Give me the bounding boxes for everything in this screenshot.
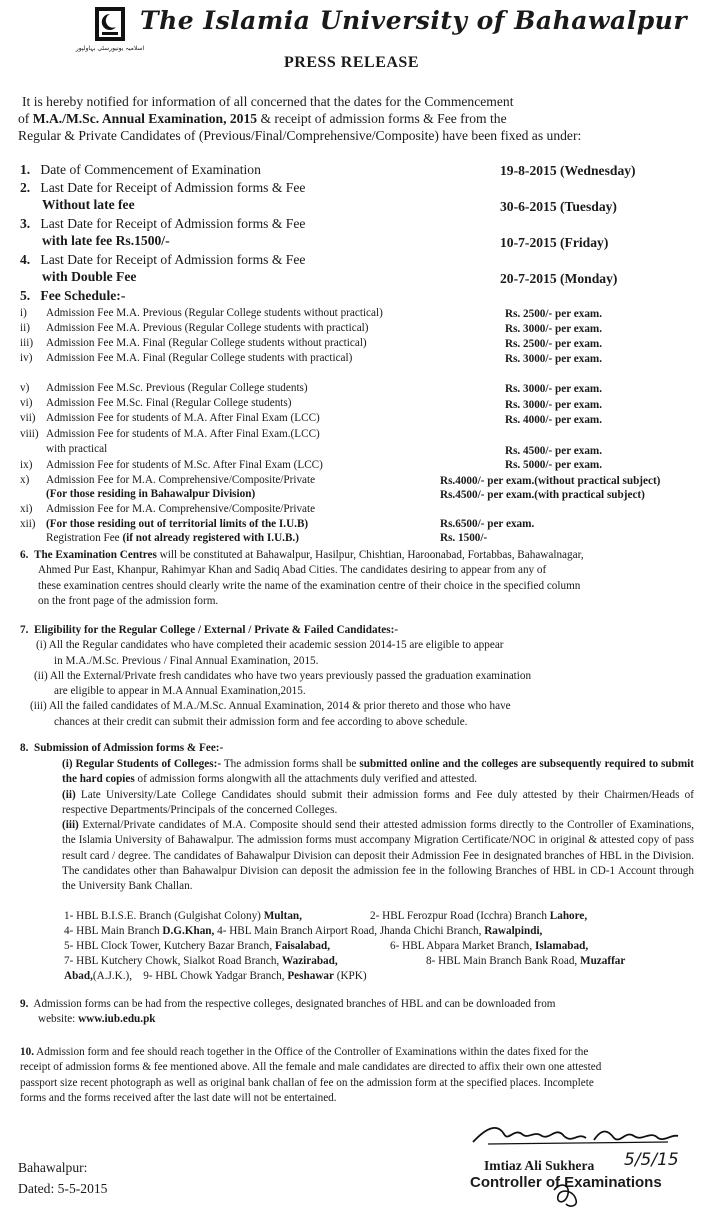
hbl-branches-line-3b: 6- HBL Abpara Market Branch, Islamabad, bbox=[390, 940, 589, 952]
initials-mark bbox=[546, 1180, 586, 1210]
press-release-heading: PRESS RELEASE bbox=[284, 54, 419, 71]
signatory-designation: Controller of Examinations bbox=[470, 1174, 662, 1191]
date-sub-4: with Double Fee bbox=[42, 269, 137, 284]
fee-value-10b: Rs.4500/- per exam.(with practical subject) bbox=[440, 489, 645, 501]
fee-row-2: ii) Admission Fee M.A. Previous (Regular College students with practical) bbox=[20, 322, 369, 334]
section-10: 10. Admission form and fee should reach together in the Office of the Controller of Examinations within the dates fixed for the receipt of admission forms & fee mentioned above. All the female and male candidates are directed to affix their own one attested passport size recent photograph as well as original bank challan of fee on the admission form at the specified places. Incomplete forms and the forms received after the last date will not be entertained. bbox=[20, 1046, 602, 1104]
fee-sub-10: (For those residing in Bahawalpur Division) bbox=[46, 488, 256, 500]
fee-row-12: xii) (For those residing out of territorial limits of the I.U.B) bbox=[20, 518, 309, 530]
section-8-body: (i) Regular Students of Colleges:- The admission forms shall be submitted online and the colleges are subsequently required to submit the hard copies of admission forms alongwith all the attachments duly verified and attested. (ii) Late University/Late College Candidates should submit their admission forms and Fee duly attested by their Chairmen/Heads of respective Departments/Principals of the concerned Colleges. (iii) External/Private candidates of M.A. Composite should send their attested admission forms directly to the Controller of Examinations, the Islamia University of Bahawalpur. The admission forms must accompany Migration Certificate/NOC in original & attested copy of pass result card / degree. The candidates of Bahawalpur Division can deposit their Admission Fee in designated branches of HBL in the Division. The candidates other than Bahawalpur Division can deposit the admission fee in the following Branches of HBL in CD-1 Account through the University Bank Challan. bbox=[62, 758, 694, 893]
intro-line-2 bbox=[18, 110, 581, 127]
date-item-2: 2. Last Date for Receipt of Admission forms & Fee bbox=[20, 180, 306, 195]
date-item-4: 4. Last Date for Receipt of Admission forms & Fee bbox=[20, 252, 306, 267]
fee-row-9: ix) Admission Fee for students of M.Sc. After Final Exam (LCC) bbox=[20, 459, 323, 471]
intro-line-3: Regular & Private Candidates of (Previous/Final/Comprehensive/Composite) have been fixed as under: bbox=[18, 128, 582, 143]
date-value-4: 20-7-2015 (Monday) bbox=[500, 271, 618, 286]
signatory-name: Imtiaz Ali Sukhera bbox=[484, 1158, 595, 1173]
registration-fee-value: Rs. 1500/- bbox=[440, 532, 488, 544]
fee-row-11: xi) Admission Fee for M.A. Comprehensive/Composite/Private bbox=[20, 503, 316, 515]
hbl-branches-line-3: 5- HBL Clock Tower, Kutchery Bazar Branch, Faisalabad, bbox=[64, 940, 330, 952]
fee-value-5: Rs. 3000/- per exam. bbox=[505, 383, 603, 395]
fee-value-4: Rs. 3000/- per exam. bbox=[505, 353, 603, 365]
section-9: 9. Admission forms can be had from the respective colleges, designated branches of HBL and can be downloaded from website: www.iub.edu.pk bbox=[20, 998, 556, 1026]
hbl-branches-line-5: Abad,(A.J.K.), 9- HBL Chowk Yadgar Branch, Peshawar (KPK) bbox=[64, 970, 367, 982]
hbl-branches-line-4: 7- HBL Kutchery Chowk, Sialkot Road Branch, Wazirabad, bbox=[64, 955, 338, 967]
section-7: 7. Eligibility for the Regular College / External / Private & Failed Candidates:- (i) All the Regular candidates who have completed their academic session 2014-15 are eligible to appear in M.A./M.Sc. Previous / Final Annual Examination, 2015. (ii) All the External/Private fresh candidates who have two years previously passed the graduation examination are eligible to appear in M.A Annual Examination,2015. (iii) All the failed candidates of M.A./M.Sc. Annual Examination, 2014 & prior thereto and those who have chances at their credit can submit their admission form and fee according to above schedule. bbox=[20, 624, 532, 728]
fee-value-1: Rs. 2500/- per exam. bbox=[505, 308, 603, 320]
fee-value-9: Rs. 5000/- per exam. bbox=[505, 459, 603, 471]
controller-signature bbox=[468, 1120, 683, 1152]
intro-line-1: It is hereby notified for information of all concerned that the dates for the Commencement bbox=[22, 94, 514, 109]
date-value-1: 19-8-2015 (Wednesday) bbox=[500, 163, 636, 178]
date-sub-3: with late fee Rs.1500/- bbox=[42, 233, 170, 248]
footer-date: Dated: 5-5-2015 bbox=[18, 1181, 108, 1196]
fee-schedule-heading: 5. Fee Schedule:- bbox=[20, 288, 126, 303]
fee-value-7: Rs. 4000/- per exam. bbox=[505, 414, 603, 426]
logo-caption: اسلامیہ یونیورسٹی بہاولپور bbox=[75, 45, 145, 52]
fee-value-2: Rs. 3000/- per exam. bbox=[505, 323, 603, 335]
footer-place: Bahawalpur: bbox=[18, 1160, 88, 1175]
date-sub-2: Without late fee bbox=[42, 197, 135, 212]
fee-value-8: Rs. 4500/- per exam. bbox=[505, 445, 603, 457]
fee-row-10: x) Admission Fee for M.A. Comprehensive/Composite/Private bbox=[20, 474, 316, 486]
date-value-2: 30-6-2015 (Tuesday) bbox=[500, 199, 617, 214]
hbl-branches-line-2: 4- HBL Main Branch D.G.Khan, 4- HBL Main Branch Airport Road, Jhanda Chichi Branch, Rawalpindi, bbox=[64, 925, 543, 937]
fee-row-3: iii) Admission Fee M.A. Final (Regular College students without practical) bbox=[20, 337, 367, 349]
date-value-3: 10-7-2015 (Friday) bbox=[500, 235, 609, 250]
hbl-branches-line-1b: 2- HBL Ferozpur Road (Icchra) Branch Lahore, bbox=[370, 910, 588, 922]
intro-line-2-text: of M.A./M.Sc. Annual Examination, 2015 & receipt of admission forms & Fee from the bbox=[18, 111, 507, 126]
intro-paragraph bbox=[18, 93, 581, 144]
date-item-1: 1. Date of Commencement of Examination bbox=[20, 162, 261, 177]
fee-value-12: Rs.6500/- per exam. bbox=[440, 518, 535, 530]
fee-row-4: iv) Admission Fee M.A. Final (Regular College students with practical) bbox=[20, 352, 353, 364]
website-link[interactable]: www.iub.edu.pk bbox=[78, 1013, 156, 1026]
fee-row-1: i) Admission Fee M.A. Previous (Regular College students without practical) bbox=[20, 307, 383, 319]
fee-row-5: v) Admission Fee M.Sc. Previous (Regular College students) bbox=[20, 382, 308, 394]
fee-value-3: Rs. 2500/- per exam. bbox=[505, 338, 603, 350]
fee-row-7: vii) Admission Fee for students of M.A. After Final Exam (LCC) bbox=[20, 412, 320, 424]
fee-row-6: vi) Admission Fee M.Sc. Final (Regular College students) bbox=[20, 397, 292, 409]
fee-value-6: Rs. 3000/- per exam. bbox=[505, 399, 603, 411]
fee-row-8: viii) Admission Fee for students of M.A. After Final Exam.(LCC) bbox=[20, 428, 320, 440]
hbl-branches-line-1: 1- HBL B.I.S.E. Branch (Gulgishat Colony) Multan, bbox=[64, 910, 302, 922]
date-item-3: 3. Last Date for Receipt of Admission forms & Fee bbox=[20, 216, 306, 231]
section-6: 6. The Examination Centres will be constituted at Bahawalpur, Hasilpur, Chishtian, Haroonabad, Fortabbas, Bahawalnagar, Ahmed Pur East, Khanpur, Rahimyar Khan and Sadiq Abad Cities. The candidates desiring to appear from any of these examination centres should clearly write the name of the examination centre of their choice in the specified column on the front page of the admission form. bbox=[20, 549, 584, 607]
handwritten-date: 5/5/15 bbox=[624, 1150, 679, 1170]
fee-value-10a: Rs.4000/- per exam.(without practical subject) bbox=[440, 475, 661, 487]
fee-sub-8: with practical bbox=[46, 443, 108, 455]
university-title: The Islamia University of Bahawalpur bbox=[140, 6, 688, 35]
section-8-heading: 8. Submission of Admission forms & Fee:- bbox=[20, 742, 224, 754]
university-logo bbox=[75, 4, 145, 54]
hbl-branches-line-4b: 8- HBL Main Branch Bank Road, Muzaffar bbox=[426, 955, 626, 967]
registration-fee-row: Registration Fee (if not already registered with I.U.B.) bbox=[46, 532, 299, 544]
